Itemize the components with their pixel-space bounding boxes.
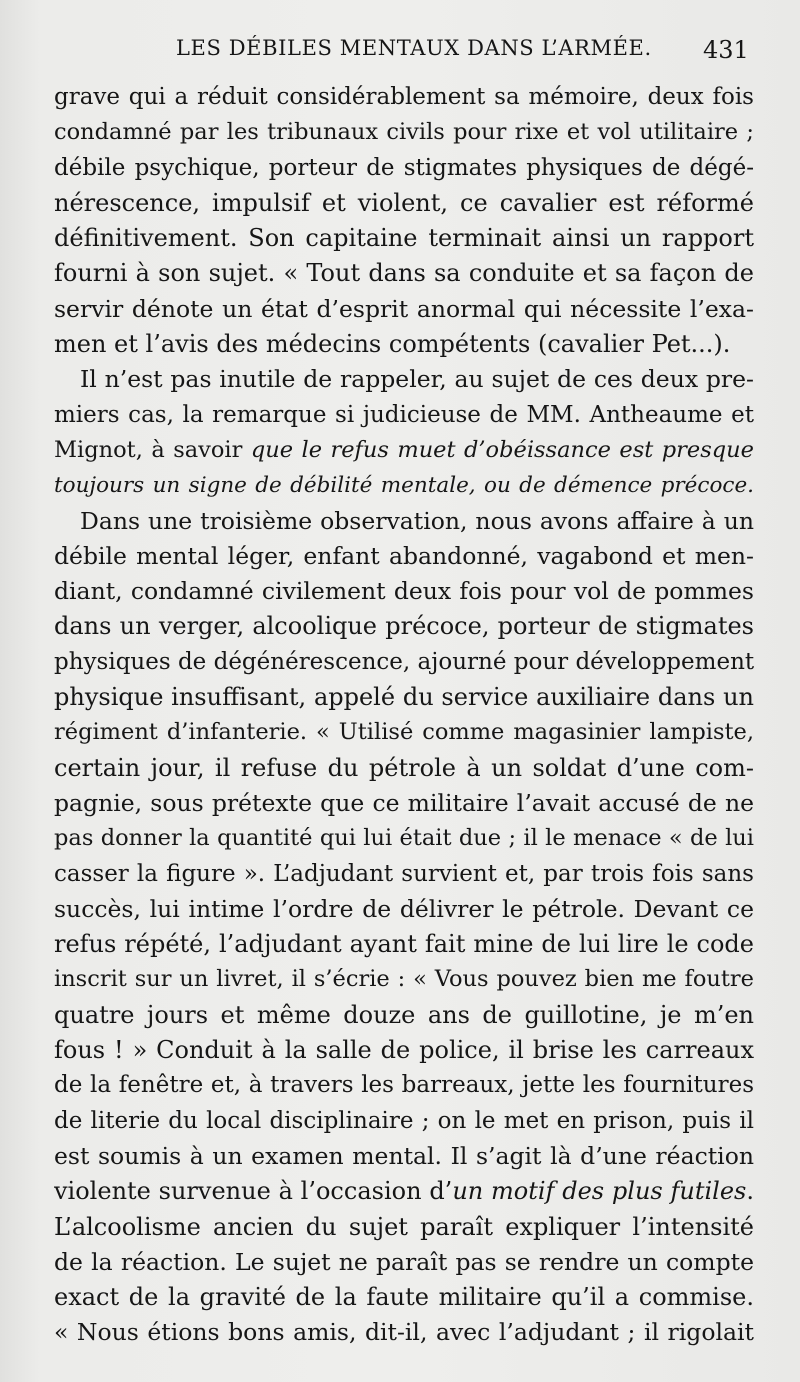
paragraph-start-line: Dans une troisième observation, nous avons affaire à un — [80, 506, 754, 535]
running-title: LES DÉBILES MENTAUX DANS L’ARMÉE. — [176, 36, 652, 60]
text-segment: . — [746, 1177, 754, 1206]
text-line: certain jour, il refuse du pétrole à un soldat d’une com- — [54, 753, 754, 782]
italic-quote: que le refus muet d’obéissance est presque — [250, 436, 754, 463]
page-header — [0, 36, 800, 76]
italic-quote: toujours un signe de débilité mentale, ou de démence précoce. — [54, 473, 754, 499]
text-line: refus répété, l’adjudant ayant fait mine de lui lire le code — [54, 930, 754, 959]
text-line: pagnie, sous prétexte que ce militaire l’avait accusé de ne — [54, 788, 754, 817]
body-text — [54, 80, 754, 1351]
text-line: grave qui a réduit considérablement sa mémoire, deux fois — [54, 84, 754, 110]
text-line: quatre jours et même douze ans de guillotine, je m’en — [54, 1000, 754, 1029]
text-line: servir dénote un état d’esprit anormal qui nécessite l’exa- — [54, 294, 754, 323]
text-segment: Mignot, à savoir — [54, 436, 251, 463]
text-line: succès, lui intime l’ordre de délivrer le pétrole. Devant ce — [54, 894, 754, 923]
text-line: définitivement. Son capitaine terminait ainsi un rapport — [54, 224, 754, 253]
italic-quote: un motif des plus futiles — [452, 1177, 747, 1206]
text-line: est soumis à un examen mental. Il s’agit là d’une réaction — [54, 1141, 754, 1170]
text-line: L’alcoolisme ancien du sujet paraît expliquer l’intensité — [54, 1212, 754, 1241]
text-line: casser la figure ». L’adjudant survient et, par trois fois sans — [54, 860, 754, 887]
text-line: inscrit sur un livret, il s’écrie : « Vous pouvez bien me foutre — [54, 966, 754, 993]
text-line: physiques de dégénérescence, ajourné pour développement — [54, 648, 754, 675]
text-line: régiment d’infanterie. « Utilisé comme magasinier lampiste, — [54, 719, 754, 746]
page-number: 431 — [703, 36, 749, 64]
text-line: fourni à son sujet. « Tout dans sa conduite et sa façon de — [54, 259, 754, 288]
text-line: men et l’avis des médecins compétents (cavalier Pet...). — [54, 330, 731, 359]
paragraph-start-line: Il n’est pas inutile de rappeler, au sujet de ces deux pre- — [80, 365, 754, 394]
text-line: condamné par les tribunaux civils pour rixe et vol utilitaire ; — [54, 119, 754, 146]
text-line — [54, 468, 754, 503]
text-line — [54, 433, 754, 468]
text-line: débile psychique, porteur de stigmates physiques de dégé- — [54, 154, 754, 181]
text-line: exact de la gravité de la faute militaire qu’il a commise. — [54, 1283, 754, 1312]
text-line: fous ! » Conduit à la salle de police, il brise les carreaux — [54, 1036, 754, 1065]
text-line: de la réaction. Le sujet ne paraît pas se rendre un compte — [54, 1247, 754, 1276]
text-line: miers cas, la remarque si judicieuse de MM. Antheaume et — [54, 401, 754, 428]
text-segment: violente survenue à l’occasion d’ — [54, 1177, 453, 1206]
text-line: « Nous étions bons amis, dit-il, avec l’adjudant ; il rigolait — [54, 1318, 754, 1347]
text-line — [54, 1174, 754, 1209]
text-line: de literie du local disciplinaire ; on le met en prison, puis il — [54, 1107, 754, 1134]
text-line: nérescence, impulsif et violent, ce cavalier est réformé — [54, 188, 754, 217]
text-line: de la fenêtre et, à travers les barreaux, jette les fournitures — [54, 1072, 754, 1099]
text-line: diant, condamné civilement deux fois pour vol de pommes — [54, 577, 754, 606]
text-line: débile mental léger, enfant abandonné, vagabond et men- — [54, 541, 754, 570]
text-line: pas donner la quantité qui lui était due ; il le menace « de lui — [54, 825, 754, 852]
text-line: dans un verger, alcoolique précoce, porteur de stigmates — [54, 612, 754, 641]
text-line: physique insuffisant, appelé du service auxiliaire dans un — [54, 683, 754, 712]
